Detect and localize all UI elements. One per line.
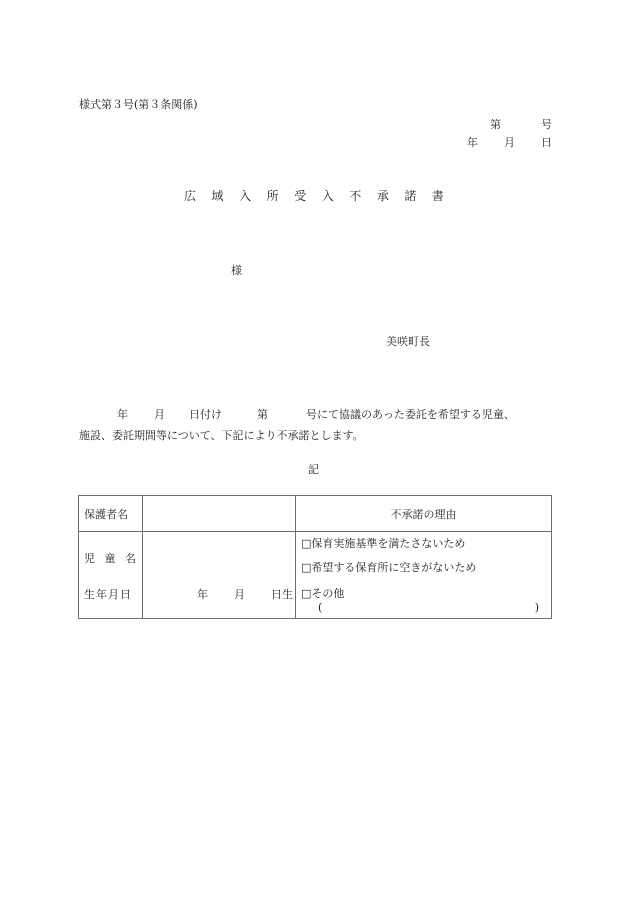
date-day: 日 (541, 136, 552, 149)
body-line-2: 施設、委託期間等について、下記により不承諾とします。 (79, 429, 364, 442)
birthdate-label: 生年月日 (84, 588, 132, 601)
title-char: 入 (321, 189, 334, 203)
other-paren-open: ( (317, 601, 323, 614)
birth-day: 日生 (271, 588, 294, 601)
guardian-name-field[interactable] (143, 496, 296, 532)
date-year: 年 (467, 136, 478, 149)
doc-no-prefix: 第 (490, 118, 501, 131)
title-char: 所 (266, 189, 279, 203)
title-char: 受 (294, 189, 307, 203)
body-day: 日付け (189, 408, 222, 421)
birth-year: 年 (197, 588, 209, 601)
reasons-cell (295, 532, 551, 619)
addressee-honorific: 様 (231, 264, 242, 277)
birthdate-field[interactable] (197, 586, 293, 602)
body-no-prefix: 第 (257, 408, 268, 421)
title-char: 諾 (404, 189, 417, 203)
guardian-label: 保護者名 (79, 496, 143, 532)
title-char: 書 (431, 189, 444, 203)
other-paren-close: ) (534, 601, 539, 614)
body-line-1 (117, 406, 515, 422)
child-labels-cell (79, 532, 143, 619)
child-name-label: 児 童 名 (84, 552, 139, 565)
reason-header: 不承諾の理由 (295, 496, 551, 532)
title-char: 入 (239, 189, 252, 203)
child-values-cell[interactable] (143, 532, 296, 619)
body-month: 月 (154, 408, 165, 421)
table-row (79, 496, 552, 532)
ki-heading: 記 (308, 463, 319, 476)
document-number (490, 116, 552, 132)
form-table (78, 495, 552, 619)
body-year: 年 (117, 408, 128, 421)
document-title (184, 187, 444, 204)
reason-checkbox-standards[interactable]: □保育実施基準を満たさないため (300, 537, 466, 550)
title-char: 広 (184, 189, 197, 203)
body-rest: 号にて協議のあった委託を希望する児童、 (306, 408, 515, 421)
sender-name: 美咲町長 (386, 335, 430, 348)
date-month: 月 (504, 136, 515, 149)
title-char: 承 (376, 189, 389, 203)
title-char: 域 (211, 189, 224, 203)
doc-no-suffix: 号 (541, 118, 552, 131)
issue-date (467, 134, 552, 150)
reason-checkbox-other[interactable]: □その他 (300, 587, 345, 600)
reason-checkbox-no-vacancy[interactable]: □希望する保育所に空きがないため (300, 561, 477, 574)
table-row (79, 532, 552, 619)
title-char: 不 (349, 189, 362, 203)
form-number: 様式第３号(第３条関係) (79, 98, 198, 111)
birth-month: 月 (234, 588, 246, 601)
